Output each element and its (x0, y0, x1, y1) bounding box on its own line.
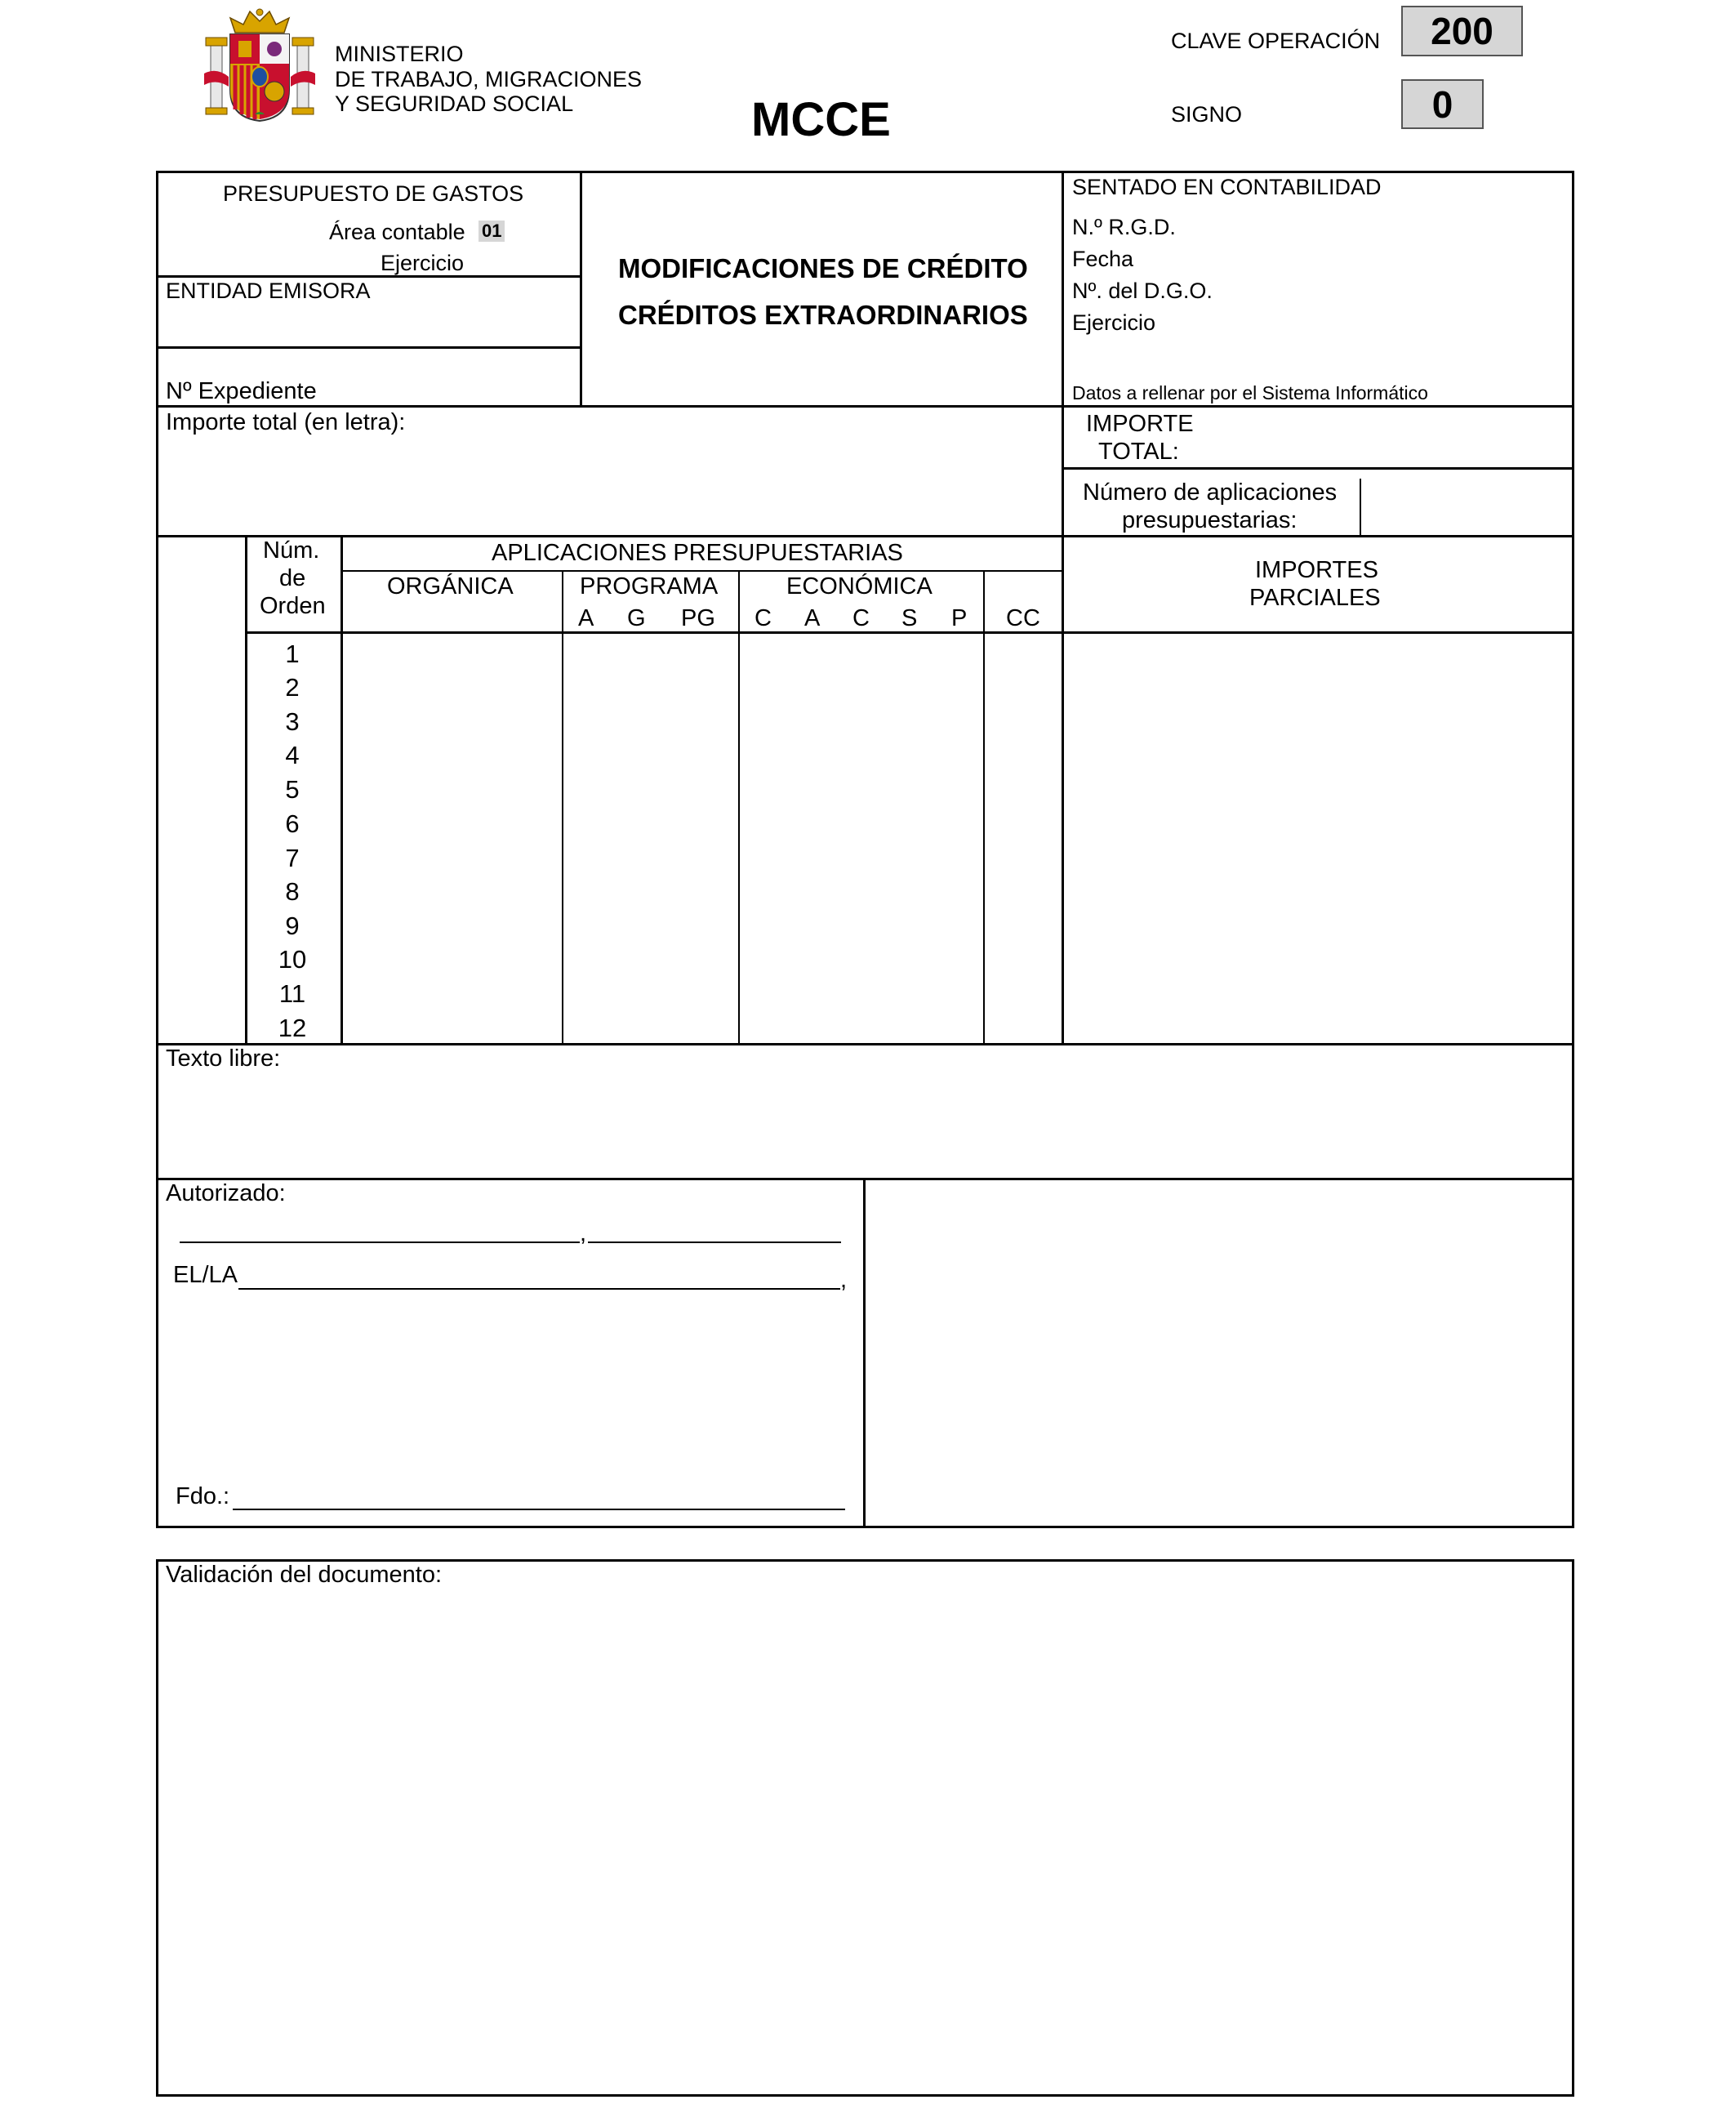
hdiv-table-header (245, 631, 1574, 634)
num-aplicaciones-label1: Número de aplicaciones (1083, 479, 1338, 506)
num-aplicaciones-divider (1360, 479, 1361, 536)
ejercicio-label-left: Ejercicio (381, 251, 465, 275)
presupuesto-label: PRESUPUESTO DE GASTOS (223, 181, 524, 206)
autorizado-comma1: , (580, 1220, 587, 1246)
row-number-8: 8 (285, 877, 300, 906)
economica-s: S (901, 605, 918, 631)
cc-header: CC (1006, 605, 1040, 631)
importe-total-label1: IMPORTE (1086, 411, 1194, 437)
num-orden-label2: de (279, 565, 306, 591)
dgo-label: Nº. del D.G.O. (1072, 279, 1213, 303)
ejercicio-label-right: Ejercicio (1072, 310, 1156, 335)
coat-of-arms (204, 8, 315, 123)
economica-header: ECONÓMICA (786, 573, 933, 600)
entidad-emisora-label: ENTIDAD EMISORA (166, 279, 371, 303)
autorizado-label: Autorizado: (166, 1180, 286, 1206)
ministry-line2: DE TRABAJO, MIGRACIONES (335, 67, 643, 91)
rgd-label: N.º R.G.D. (1072, 215, 1176, 239)
el-la-line (238, 1288, 840, 1290)
programa-pg: PG (681, 605, 715, 631)
vdiv-autorizado (863, 1178, 866, 1528)
hdiv-top-section (156, 405, 1574, 408)
vdiv-num-right (341, 535, 343, 1045)
vdiv-economica (983, 570, 985, 1044)
importe-letra-label: Importe total (en letra): (166, 409, 406, 435)
aplicaciones-header: APLICACIONES PRESUPUESTARIAS (492, 540, 903, 566)
num-orden-label3: Orden (260, 593, 326, 619)
vdiv-programa (738, 570, 740, 1044)
texto-libre-label: Texto libre: (166, 1045, 281, 1072)
row-number-9: 9 (285, 912, 300, 940)
validacion-label: Validación del documento: (166, 1562, 443, 1588)
fecha-label: Fecha (1072, 247, 1134, 271)
row-number-1: 1 (285, 640, 300, 668)
programa-g: G (627, 605, 646, 631)
ministry-line3: Y SEGURIDAD SOCIAL (335, 91, 574, 116)
autorizado-place-line (180, 1241, 580, 1243)
vdiv-title-right (1062, 171, 1064, 1045)
el-la-label: EL/LA (173, 1262, 238, 1288)
hdiv-aplicaciones (341, 570, 1063, 572)
economica-p: P (951, 605, 968, 631)
row-number-10: 10 (278, 945, 307, 974)
ministry-line1: MINISTERIO (335, 42, 464, 66)
area-contable-value: 01 (479, 221, 505, 242)
vdiv-num-left (245, 535, 247, 1045)
datos-note: Datos a rellenar por el Sistema Informático (1072, 382, 1428, 403)
hdiv-importe-total (1062, 467, 1574, 470)
row-number-5: 5 (285, 775, 300, 804)
row-number-2: 2 (285, 673, 300, 702)
signo-value-box: 0 (1401, 79, 1484, 129)
row-number-11: 11 (278, 979, 306, 1008)
num-aplicaciones-label2: presupuestarias: (1122, 507, 1298, 533)
area-contable-label: Área contable (329, 220, 465, 244)
row-number-4: 4 (285, 741, 300, 769)
title-line2: CRÉDITOS EXTRAORDINARIOS (618, 300, 1028, 330)
vdiv-left-title (580, 171, 582, 408)
economica-c1: C (754, 605, 772, 631)
programa-header: PROGRAMA (580, 573, 719, 600)
importe-total-label2: TOTAL: (1098, 439, 1179, 465)
fdo-line (233, 1509, 845, 1510)
row-number-3: 3 (285, 707, 300, 736)
hdiv-entidad (156, 346, 581, 349)
row-number-6: 6 (285, 809, 300, 838)
form-code: MCCE (751, 93, 891, 146)
fdo-label: Fdo.: (176, 1483, 230, 1509)
row-number-7: 7 (285, 844, 300, 872)
sentado-label: SENTADO EN CONTABILIDAD (1072, 175, 1382, 199)
clave-label: CLAVE OPERACIÓN (1171, 29, 1381, 53)
programa-a: A (578, 605, 594, 631)
clave-value-box: 200 (1401, 6, 1523, 56)
autorizado-date-line (588, 1241, 841, 1243)
vdiv-organica (562, 570, 563, 1044)
autorizado-comma2: , (840, 1267, 848, 1293)
expediente-label: Nº Expediente (166, 378, 317, 404)
num-orden-label1: Núm. (263, 537, 320, 564)
hdiv-table-bottom (156, 1043, 1574, 1045)
spain-coat-of-arms-icon (204, 8, 315, 123)
importes-parciales-label1: IMPORTES (1255, 557, 1378, 583)
signo-label: SIGNO (1171, 102, 1243, 127)
validacion-frame (156, 1559, 1574, 2097)
economica-c2: C (852, 605, 870, 631)
economica-a: A (804, 605, 821, 631)
organica-header: ORGÁNICA (387, 573, 514, 600)
hdiv-table-top (156, 535, 1574, 537)
hdiv-presupuesto (156, 275, 581, 278)
title-line1: MODIFICACIONES DE CRÉDITO (618, 253, 1028, 283)
row-number-12: 12 (278, 1014, 307, 1042)
importes-parciales-label2: PARCIALES (1249, 585, 1381, 611)
